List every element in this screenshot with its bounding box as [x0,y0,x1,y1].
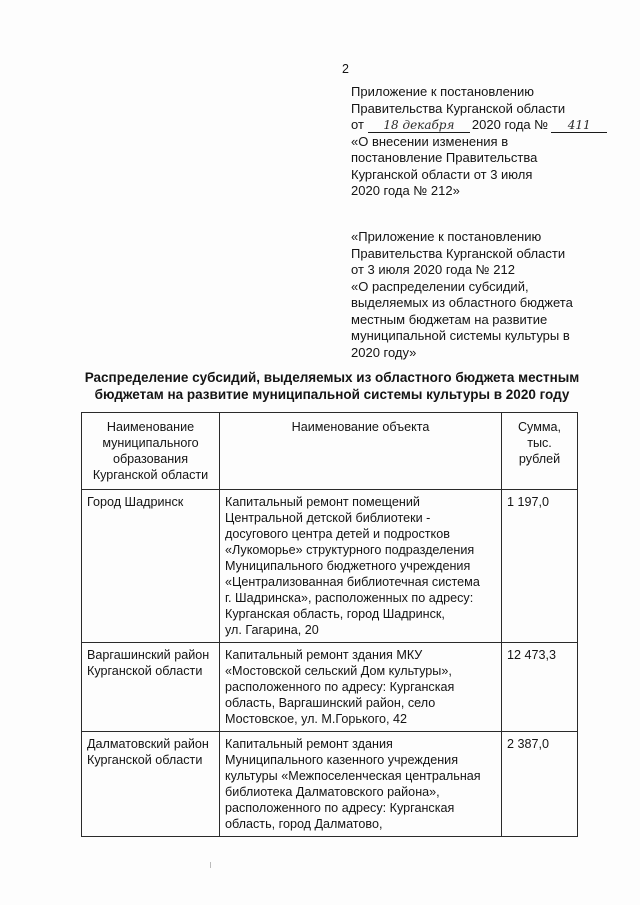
cell-line: Центральной детской библиотеки - [225,511,431,525]
appendix-line: 2020 года № 212» [351,183,460,198]
appendix-line: муниципальной системы культуры в [351,328,570,343]
page-number: 2 [342,62,349,76]
document-title [40,369,624,403]
appendix-line: «Приложение к постановлению [351,229,542,244]
appendix-line: 2020 году» [351,344,417,360]
year-text: 2020 года № [471,117,549,132]
header-municipality [82,413,220,490]
cell-line: Курганской области [87,664,203,678]
header-line: тыс. рублей [518,436,561,466]
handwritten-date: 18 декабря [368,119,470,133]
cell-line: Муниципального казенного учреждения [225,753,459,767]
appendix-line: Правительства Курганской области [351,100,566,116]
header-amount [502,413,578,490]
appendix-line: местным бюджетам на развитие [351,311,548,327]
cell-line: Капитальный ремонт здания [225,737,393,751]
appendix-line: «О распределении субсидий, [351,278,529,294]
header-line: образования [112,452,189,466]
cell-line: область, Варгашинский район, село [225,696,436,710]
cell-line: культуры «Межпоселенческая центральная [225,769,481,783]
appendix-line: Правительства Курганской области [351,245,566,261]
cell-line: «Централизованная библиотечная система [225,575,480,589]
cell-line: г. Шадринска», расположенных по адресу: [225,591,474,605]
cell-line: досугового центра детей и подростков [225,527,450,541]
appendix-line: «О внесении изменения в [351,133,509,149]
appendix-header [351,84,621,200]
cell-line: Город Шадринск [87,495,184,509]
header-object [220,413,502,490]
cell-line: Курганская область, город Шадринск, [225,607,445,621]
table-row [82,643,578,732]
object-cell [220,490,502,643]
municipality-cell [82,732,220,837]
cell-line: Варгашинский район [87,648,210,662]
appendix-line: от 3 июля 2020 года № 212 [351,262,515,277]
amount-cell: 1 197,0 [502,490,578,643]
table-row [82,732,578,837]
appendix-line: Курганской области от 3 июля [351,166,533,182]
subsidy-table [81,412,578,837]
appendix-line: постановление Правительства [351,150,538,165]
cell-line: Курганской области [87,753,203,767]
amount-cell: 12 473,3 [502,643,578,732]
amount-cell: 2 387,0 [502,732,578,837]
object-cell [220,732,502,837]
title-line: бюджетам на развитие муниципальной системы культуры в 2020 году [94,387,570,402]
cell-line: расположенного по адресу: Курганская [225,801,455,815]
header-line: Наименование объекта [291,420,430,434]
object-cell [220,643,502,732]
cell-line: ул. Гагарина, 20 [225,623,319,637]
appendix-line: выделяемых из областного бюджета [351,295,573,310]
table-header-row [82,413,578,490]
appendix-line: Приложение к постановлению [351,84,534,99]
header-line: муниципального [102,436,199,450]
header-line: Сумма, [517,420,562,434]
table-row [82,490,578,643]
cell-line: библиотека Далматовского района», [225,785,440,799]
cell-line: «Лукоморье» структурного подразделения [225,543,475,557]
header-line: Курганской области [92,468,209,482]
scan-mark [210,862,211,868]
cell-line: Далматовский район [87,737,209,751]
title-line: Распределение субсидий, выделяемых из областного бюджета местным [84,370,580,385]
municipality-cell [82,643,220,732]
appendix-date-line [351,117,621,134]
cell-line: расположенного по адресу: Курганская [225,680,455,694]
handwritten-number: 411 [551,119,607,133]
date-prefix: от [351,117,364,132]
cell-line: «Мостовской сельский Дом культуры», [225,664,452,678]
original-appendix-header [351,229,621,361]
cell-line: Мостовское, ул. М.Горького, 42 [225,712,407,726]
header-line: Наименование [106,420,195,434]
cell-line: Муниципального бюджетного учреждения [225,559,471,573]
cell-line: область, город Далматово, [225,817,383,831]
cell-line: Капитальный ремонт здания МКУ [225,648,423,662]
cell-line: Капитальный ремонт помещений [225,495,420,509]
municipality-cell [82,490,220,643]
